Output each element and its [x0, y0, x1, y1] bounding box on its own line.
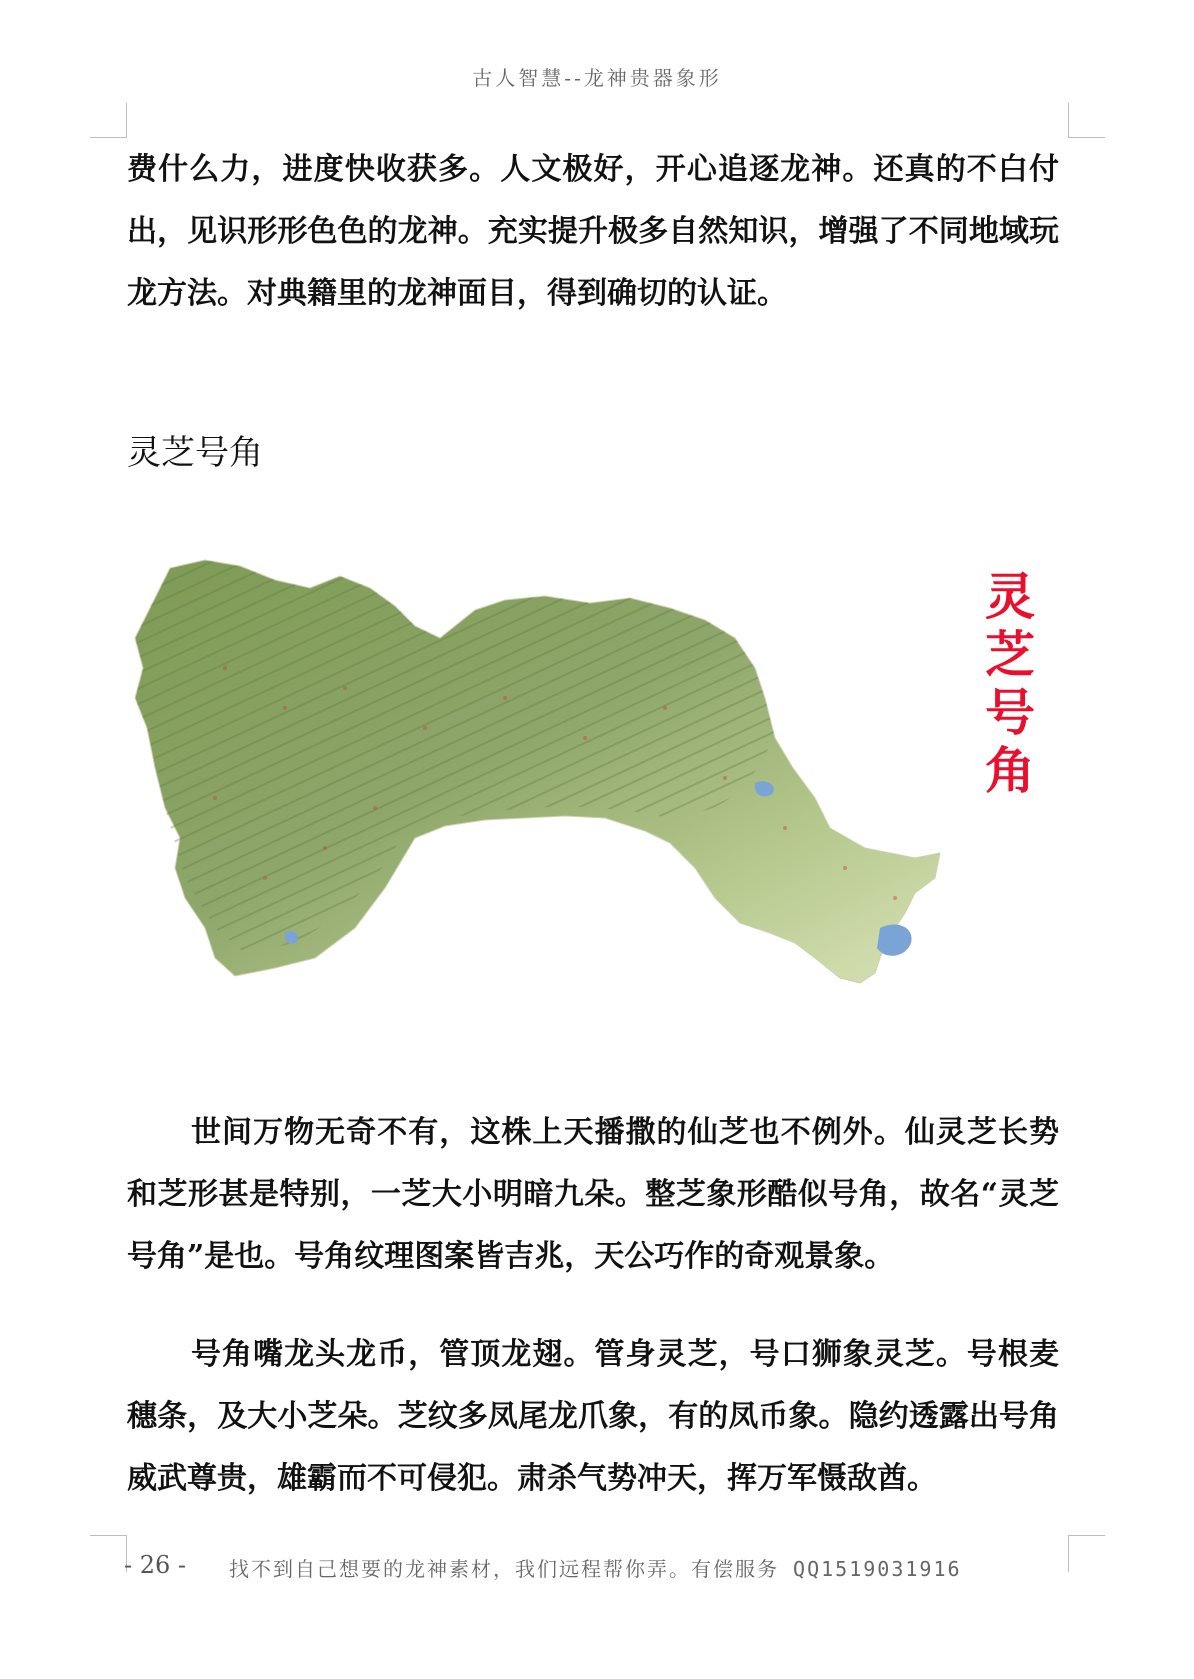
body-paragraph-3: 号角嘴龙头龙币，管顶龙翅。管身灵芝，号口狮象灵芝。号根麦穗条，及大小芝朵。芝纹多凤尾龙爪象，有的凤币象。隐约透露出号角威武尊贵，雄霸而不可侵犯。肃杀气势冲天，挥万军慑敌酋。: [127, 1337, 1059, 1496]
crop-mark-top-left: [90, 103, 127, 138]
crop-mark-bottom-right: [1068, 1535, 1105, 1572]
terrain-map: [125, 548, 1065, 1058]
intro-paragraph: 费什么力，进度快收获多。人文极好，开心追逐龙神。还真的不白付出，见识形形色色的龙神。充实提升极多自然知识，增强了不同地域玩龙方法。对典籍里的龙神面目，得到确切的认证。: [127, 152, 1059, 311]
map-ridge-texture: [135, 560, 775, 953]
terrain-map-figure: [125, 548, 1065, 1058]
footer-note: 找不到自己想要的龙神素材，我们远程帮你弄。有偿服务 QQ1519031916: [229, 1557, 962, 1581]
section-heading: 灵芝号角: [127, 433, 263, 473]
crop-mark-top-right: [1068, 103, 1105, 138]
page-number: - 26 -: [124, 1551, 187, 1579]
crop-mark-bottom-left: [90, 1535, 127, 1572]
body-paragraph-2: 世间万物无奇不有，这株上天播撒的仙芝也不例外。仙灵芝长势和芝形甚是特别，一芝大小明暗九朵。整芝象形酷似号角，故名“灵芝号角”是也。号角纹理图案皆吉兆，天公巧作的奇观景象。: [127, 1115, 1059, 1274]
map-lake-east: [877, 924, 912, 955]
figure-overlay-title: 灵 芝 号 角: [985, 567, 1035, 800]
running-header: 古人智慧--龙神贵器象形: [472, 66, 722, 90]
